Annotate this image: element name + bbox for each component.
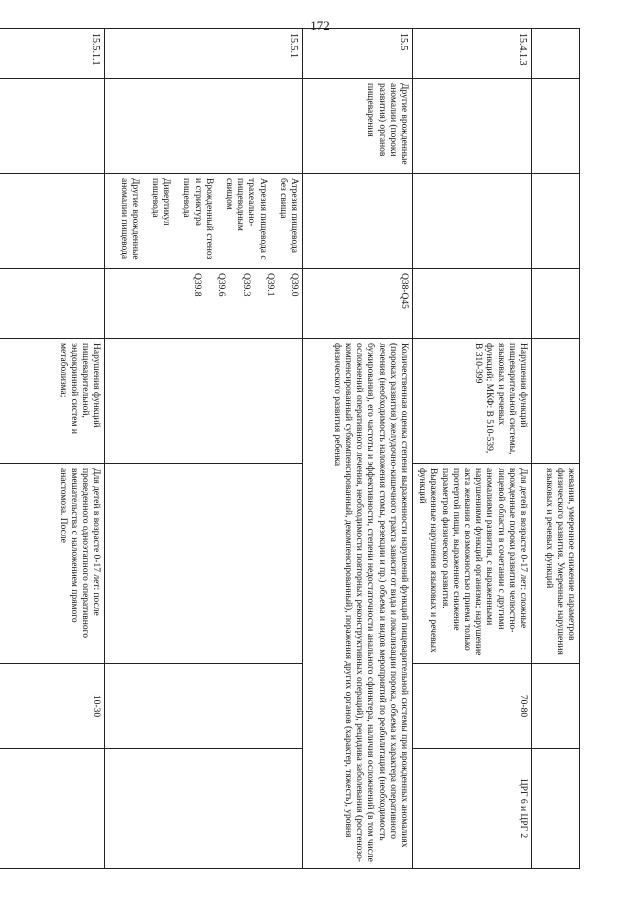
function-impairment: Нарушения функций пищеварительной, эндокринной систем и метаболизма;	[0, 339, 105, 464]
disease-item: Врожденный стеноз и стриктура пищевода	[181, 178, 214, 260]
disease-name	[412, 79, 531, 174]
section-code: 15.5	[302, 29, 412, 79]
table-row	[412, 29, 531, 869]
percent-range: 70-80	[412, 664, 531, 749]
reference-group	[532, 749, 580, 869]
criteria-text: Для детей в возрасте 0-17 лет: сложные врожденные пороки развития челюстно-лицевой области в сочетании с другими аномалиями развития, с выраженными нарушениями функций организма; нарушение акта жевания с возможностью приема только протертой пищи, выраженное снижение параметров физического развития. Выраженные нарушения языковых и речевых функций	[412, 464, 531, 664]
percent-range: 10-30	[0, 664, 105, 749]
percent-range	[532, 664, 580, 749]
section-code	[532, 29, 580, 79]
disease-item: Атрезия пищевода без свища	[277, 178, 299, 253]
icd-code	[0, 269, 105, 339]
section-code: 15.5.1	[105, 29, 303, 79]
disease-list	[105, 174, 303, 269]
function-impairment: Нарушения функций пищеварительной системы, языковых и речевых функций; МКФ: B 510-539, B 310-399	[412, 339, 531, 464]
icd-code	[532, 269, 580, 339]
disease-item: Дивертикул пищевода	[149, 178, 172, 226]
icd-code-list	[105, 269, 303, 339]
table-row	[302, 29, 412, 869]
table-row	[105, 29, 303, 869]
function-impairment	[532, 339, 580, 464]
disease-name	[0, 79, 105, 174]
icd-code: Q39.1	[264, 273, 275, 297]
reference-group	[0, 749, 105, 869]
icd-code: Q39.8	[192, 273, 203, 297]
disease-item: Другие врожденные аномалии пищевода	[118, 178, 140, 260]
disease-name: Другие врожденные аномалии (пороки развития) органов пищеварения	[302, 79, 412, 174]
table-row	[0, 29, 105, 869]
icd-code: Q39.0	[288, 273, 299, 297]
table-row	[532, 29, 580, 869]
page-number: 172	[310, 18, 330, 33]
section-code: 15.4.1.3	[412, 29, 531, 79]
rotated-table-container	[55, 28, 580, 868]
criteria-text: Для детей в возрасте 0-17 лет: после проведенного одноэтапного оперативного вмешательства с наложением прямого анастомоза. После	[0, 464, 105, 664]
criteria-text: жевания, умеренное снижение параметров физического развития. Умеренные нарушения языковых и речевых функций	[532, 464, 580, 664]
icd-code	[412, 269, 531, 339]
icd-code: Q38-Q45	[302, 269, 412, 339]
icd-code: Q39.6	[216, 273, 227, 297]
disease-item: Атрезия пищевода с трахеально-пищеводным свищом	[223, 178, 268, 260]
icd-code: Q39.3	[240, 273, 251, 297]
assessment-note: Количественная оценка степени выраженности нарушений функций пищеварительной системы при врожденных аномалиях (пороках развития) желудочно-кишечного тракта зависит от вида и локализации порока, объема и характера оперативного лечения (необходимость наложения стомы, резекции и пр.) объема и видов мероприятий по реабилитации (необходимость бужирования), его частоты и эффективности, степени недостаточности анального сфинктера, наличия осложнений (в том числе осложнений оперативного лечения, необходимости повторных реконструктивных операций), рецидива заболевания (ростенозо-компенсированный субкомпенсированный, декомпенсированный), поражения других органов (характер, тяжесть), уровня физического развития ребенка	[302, 339, 412, 869]
criteria-table	[0, 28, 580, 869]
section-code: 15.5.1.1	[0, 29, 105, 79]
disease-name	[532, 79, 580, 174]
reference-group: ЦРГ 6 и ЦРГ 2	[412, 749, 531, 869]
